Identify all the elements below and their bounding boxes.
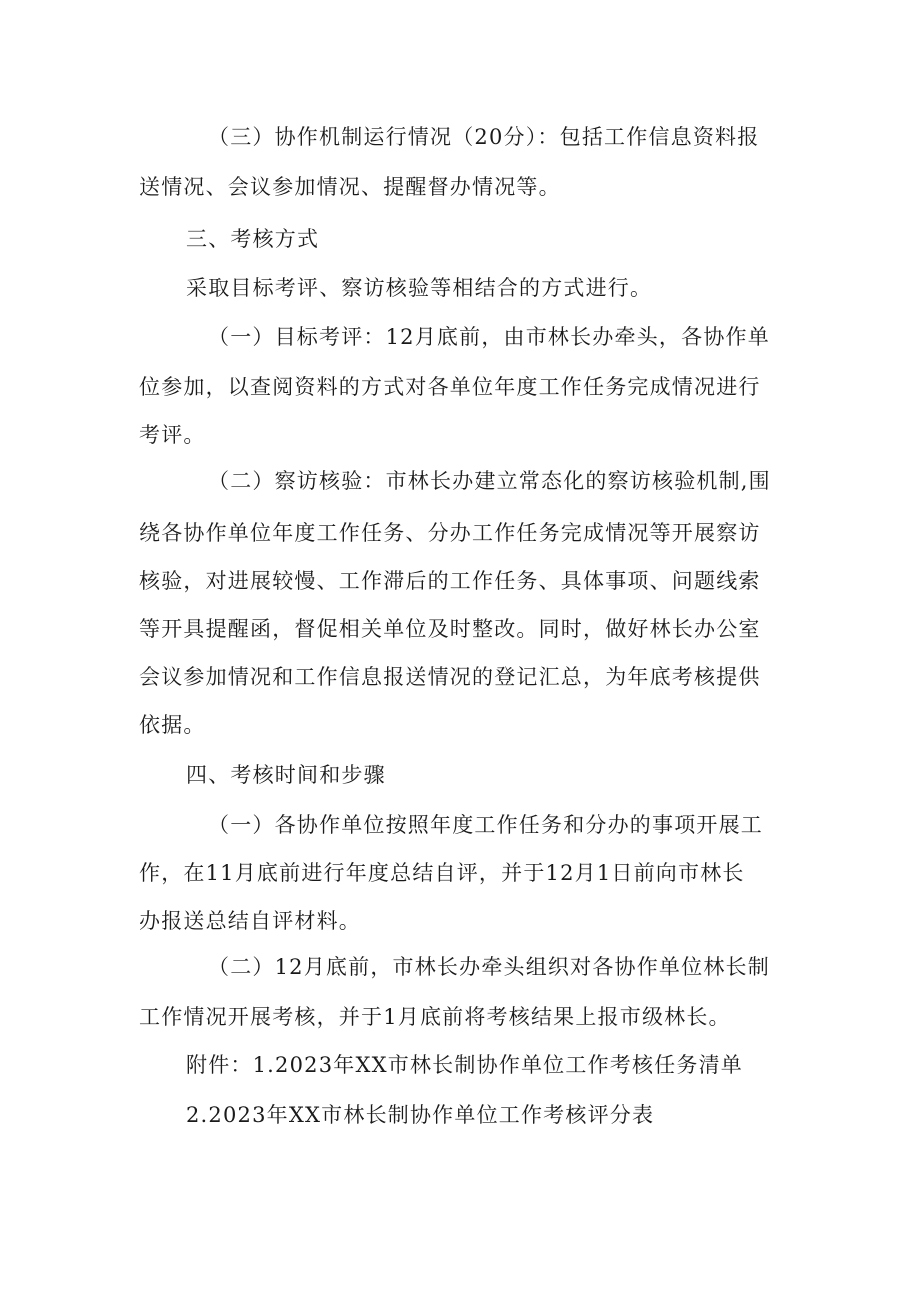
paragraph-line: 考评。	[139, 423, 206, 447]
section-heading: 三、考核方式	[186, 227, 320, 251]
paragraph-line: 位参加，以查阅资料的方式对各单位年度工作任务完成情况进行	[139, 375, 761, 399]
paragraph-line: 会议参加情况和工作信息报送情况的登记汇总，为年底考核提供	[139, 665, 761, 689]
attachment-line: 2.2023年XX市林长制协作单位工作考核评分表	[186, 1103, 655, 1127]
paragraph-line: 采取目标考评、察访核验等相结合的方式进行。	[186, 276, 653, 300]
paragraph-line: （一）各协作单位按照年度工作任务和分办的事项开展工	[208, 813, 763, 837]
paragraph-line: 送情况、会议参加情况、提醒督办情况等。	[139, 175, 561, 199]
section-heading: 四、考核时间和步骤	[186, 763, 386, 787]
paragraph-line: 绕各协作单位年度工作任务、分办工作任务完成情况等开展察访	[139, 521, 761, 545]
paragraph-line: （二）察访核验：市林长办建立常态化的察访核验机制,围	[208, 469, 771, 493]
paragraph-line: 工作情况开展考核，并于1月底前将考核结果上报市级林长。	[139, 1005, 731, 1029]
attachment-line: 附件：1.2023年XX市林长制协作单位工作考核任务清单	[186, 1053, 743, 1077]
paragraph-line: （二）12月底前，市林长办牵头组织对各协作单位林长制	[208, 955, 770, 979]
paragraph-line: 作，在11月底前进行年度总结自评，并于12月1日前向市林长	[139, 861, 745, 885]
paragraph-line: 等开具提醒函，督促相关单位及时整改。同时，做好林长办公室	[139, 617, 761, 641]
paragraph-line: 核验，对进展较慢、工作滞后的工作任务、具体事项、问题线索	[139, 569, 761, 593]
paragraph-line: 依据。	[139, 713, 206, 737]
paragraph-line: （一）目标考评：12月底前，由市林长办牵头，各协作单	[208, 325, 770, 349]
paragraph-line: （三）协作机制运行情况（20分）：包括工作信息资料报	[208, 125, 760, 149]
paragraph-line: 办报送总结自评材料。	[139, 909, 361, 933]
